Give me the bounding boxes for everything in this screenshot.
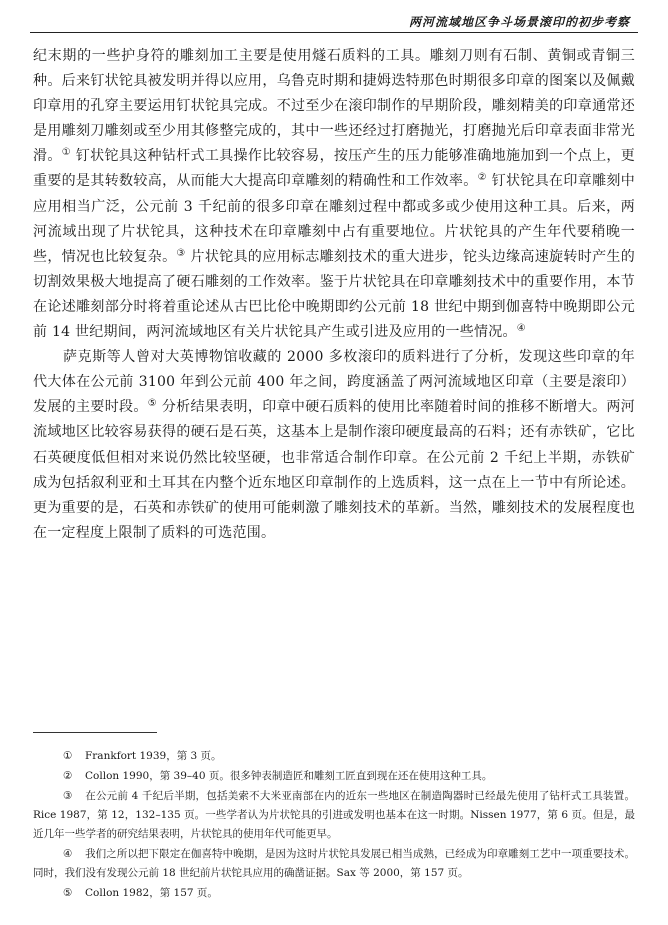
header-rule: [30, 32, 638, 33]
footnote-text: Frankfort 1939，第 3 页。: [85, 750, 222, 762]
footnote-number: ①: [63, 750, 73, 762]
text-segment: 片状铊具的应用标志雕刻技术的重大进步，铊头边缘高速旋转时产生的切割效果极大地提高了硬石雕刻的工作效率。鉴于片状铊具在印章雕刻技术中的重要作用，本节在论述雕刻部分时将着重论述从古巴比伦中晚期即约公元前 18 世纪中期到伽喜特中晚期即公元前 14 世纪期间，两河流域地区有关片状铊具产生或引进及应用的一些情况。: [33, 248, 636, 341]
footnote-text: Collon 1982，第 157 页。: [85, 887, 218, 899]
footnote-divider: [33, 732, 157, 733]
paragraph-2: [33, 345, 635, 546]
footnote-ref[interactable]: ④: [516, 323, 526, 335]
text-segment: 钉状铊具这种钻杆式工具操作比较容易，按压产生的压力能够准确地施加到一个点上，更重要的是其转数较高，从而能大大提高印章雕刻的精确性和工作效率。: [33, 148, 636, 190]
running-title: 两河流域地区争斗场景滚印的初步考察: [408, 15, 630, 29]
footnote-5: [33, 884, 635, 903]
footnote-number: ⑤: [63, 887, 73, 899]
footnote-ref[interactable]: ①: [61, 147, 71, 159]
page-header: [0, 0, 668, 38]
footnote-1: [33, 747, 635, 766]
text-segment: 纪末期的一些护身符的雕刻加工主要是使用燧石质料的工具。雕刻刀则有石制、黄铜或青铜三种。后来钉状铊具被发明并得以应用，乌鲁克时期和捷姆迭特那色时期很多印章的图案以及佩戴印章用的孔穿主要运用钉状铊具完成。不过至少在滚印制作的早期阶段，雕刻精美的印章通常还是用雕刻刀雕刻或至少用其修整完成的，其中一些还经过打磨抛光，打磨抛光后印章表面非常光滑。: [33, 48, 635, 165]
footnotes: [33, 747, 635, 904]
footnote-number: ④: [63, 848, 73, 860]
footnote-2: [33, 767, 635, 786]
footnote-ref[interactable]: ②: [477, 172, 487, 184]
footnote-ref[interactable]: ③: [176, 247, 186, 259]
footnote-text: 我们之所以把下限定在伽喜特中晚期，是因为这时片状铊具发展已相当成熟，已经成为印章雕刻工艺中一项重要技术。同时，我们没有发现公元前 18 世纪前片状铊具应用的确凿证据。Sax 等 2000，第 157 页。: [33, 848, 635, 879]
footnote-number: ③: [63, 790, 73, 802]
body-text: [33, 44, 635, 546]
paragraph-1: [33, 44, 635, 345]
text-segment: 钉状铊具在印章雕刻中应用相当广泛，公元前 3 千纪前的很多印章在雕刻过程中都或多或少使用这种工具。后来，两河流域出现了片状铊具，这种技术在印章雕刻中占有重要地位。片状铊具的产生年代要稍晚一些，情况也比较复杂。: [33, 173, 636, 265]
footnote-number: ②: [63, 770, 73, 782]
footnote-3: [33, 787, 635, 844]
footnote-text: 在公元前 4 千纪后半期，包括美索不大米亚南部在内的近东一些地区在制造陶器时已经最先使用了钻杆式工具装置。Rice 1987，第 12，132–135 页。一些学者认为片状铊具的引进或发明也基本在这一时期。Nissen 1977，第 6 页。但是，最近几年一些学者的研究结果表明，片状铊具的使用年代可能更早。: [33, 790, 635, 840]
text-segment: 萨克斯等人曾对大英博物馆收藏的 2000 多枚滚印的质料进行了分析，发现这些印章的年代大体在公元前 3100 年到公元前 400 年之间，跨度涵盖了两河流域地区印章（主要是滚印）发展的主要时段。: [33, 349, 635, 416]
footnote-text: Collon 1990，第 39–40 页。很多钟表制造匠和雕刻工匠直到现在还在使用这种工具。: [85, 770, 493, 782]
footnote-ref[interactable]: ⑤: [147, 398, 158, 410]
footnote-4: [33, 845, 635, 883]
text-segment: 分析结果表明，印章中硬石质料的使用比率随着时间的推移不断增大。两河流域地区比较容易获得的硬石是石英，这基本上是制作滚印硬度最高的石料；还有赤铁矿，它比石英硬度低但相对来说仍然比较坚硬，也非常适合制作印章。在公元前 2 千纪上半期，赤铁矿成为包括叙利亚和土耳其在内整个近东地区印章制作的上选质料，这一点在上一节中有所论述。更为重要的是，石英和赤铁矿的使用可能刺激了雕刻技术的革新。当然，雕刻技术的发展程度也在一定程度上限制了质料的可选范围。: [33, 399, 636, 541]
